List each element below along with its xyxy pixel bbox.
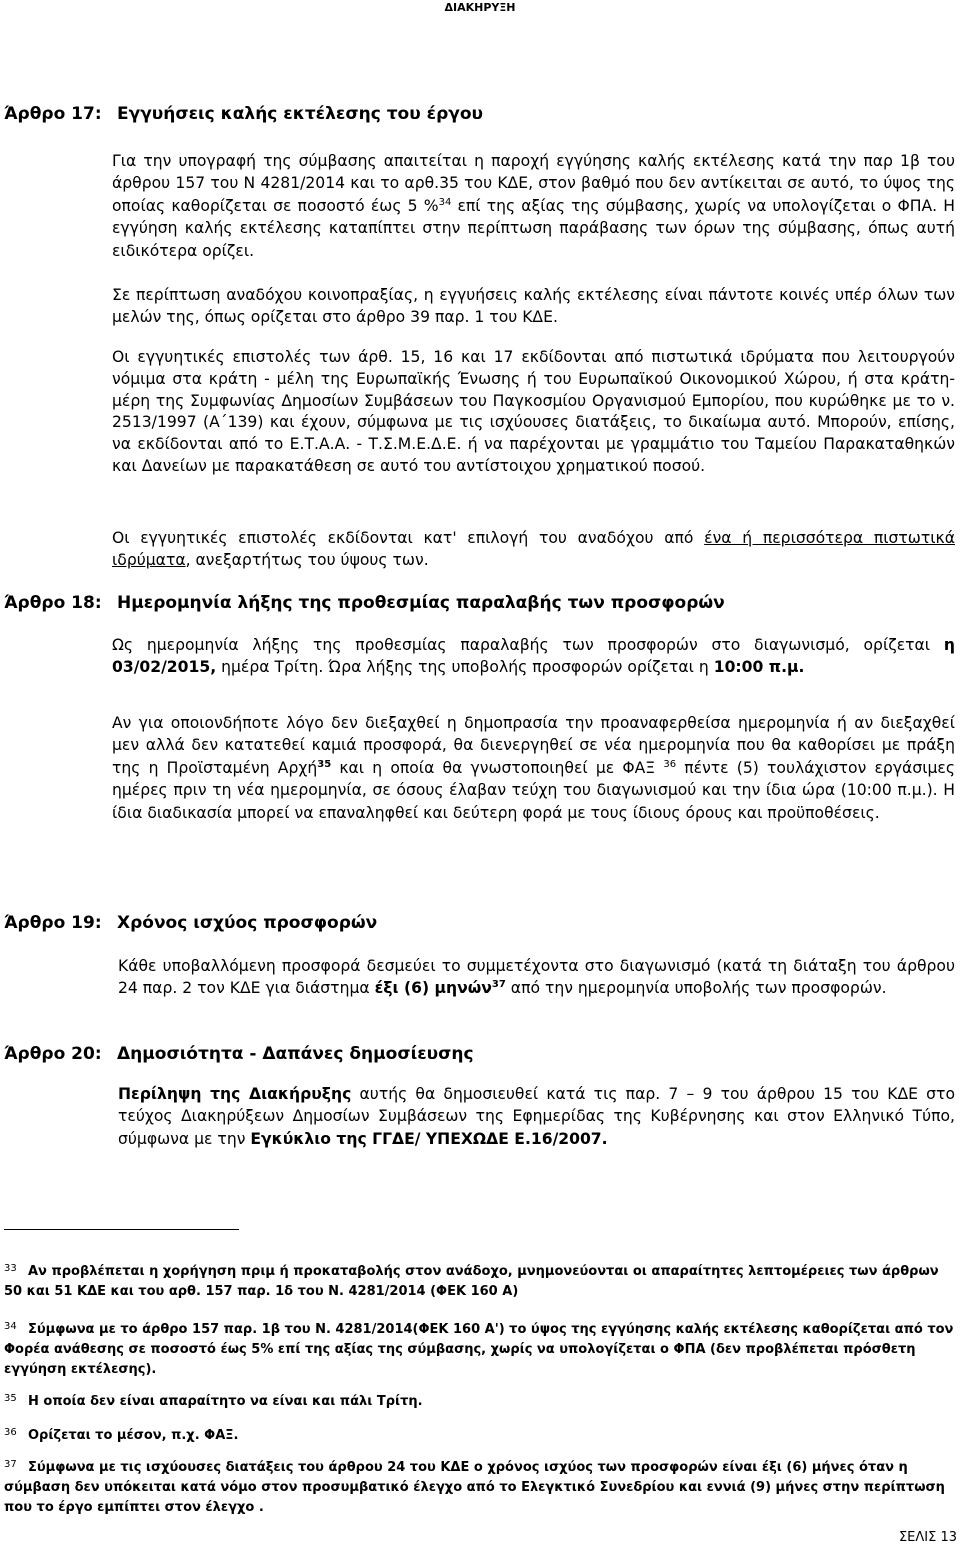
- footnote-37: [4, 1458, 956, 1517]
- bold-text: Εγκύκλιο της ΓΓΔΕ/ ΥΠΕΧΩΔΕ Ε.16/2007.: [250, 1129, 608, 1148]
- validity-period: έξι (6) μηνών: [374, 979, 492, 998]
- text: Οι εγγυητικές επιστολές εκδίδονται κατ' επιλογή του αναδόχου από: [112, 529, 705, 547]
- bold-text: Περίληψη της Διακήρυξης: [118, 1085, 352, 1103]
- footnote-text: Η οποία δεν είναι απαραίτητο να είναι και πάλι Τρίτη.: [28, 1394, 423, 1409]
- footnote-33: [4, 1262, 956, 1302]
- article-number: Άρθρο 20:: [4, 1044, 102, 1064]
- footnote-35: [4, 1392, 956, 1412]
- document-header: ΔΙΑΚΗΡΥΞΗ: [444, 1, 516, 14]
- text: Αν για οποιονδήποτε λόγο δεν διεξαχθεί η δημοπρασία την προαναφερθείσα ημερομηνία ή αν διεξαχθεί μεν αλλά δεν κατατεθεί καμιά προσφορά, θα διενεργηθεί σε νέα ημερομηνία που θα καθορίσει με πράξη της η Προϊσταμένη Αρχή: [112, 714, 955, 777]
- footnote-ref-35[interactable]: 35: [317, 758, 332, 770]
- text: Κάθε υποβαλλόμενη προσφορά δεσμεύει το συμμετέχοντα στο διαγωνισμό (κατά τη διάταξη του άρθρου 24 παρ. 2 τον ΚΔΕ για διάστημα: [118, 957, 955, 998]
- footnote-ref-37[interactable]: 37: [491, 979, 506, 991]
- text: και η οποία θα γνωστοποιηθεί με ΦΑΞ: [331, 758, 664, 777]
- article-number: Άρθρο 18:: [4, 593, 102, 613]
- article-19-paragraph-1: [118, 955, 955, 1000]
- footnote-mark: 33: [4, 1263, 17, 1274]
- underlined-text: ένα ή περισσότερα πιστωτικά ιδρύματα: [112, 529, 955, 570]
- article-20-paragraph-1: [118, 1083, 955, 1150]
- article-number: Άρθρο 19:: [4, 913, 102, 933]
- footnote-text: Αν προβλέπεται η χορήγηση πριμ ή προκαταβολής στον ανάδοχο, μνημονεύονται οι απαραίτητες λεπτομέρειες των άρθρων 50 και 51 ΚΔΕ και του αρθ. 157 παρ. 1δ του Ν. 4281/2014 (ΦΕΚ 160 Α): [4, 1264, 939, 1299]
- text: , ανεξαρτήτως του ύψους των.: [185, 551, 429, 570]
- footnote-mark: 35: [4, 1393, 17, 1404]
- article-17-paragraph-4: [112, 527, 955, 572]
- text: από την ημερομηνία υποβολής των προσφορών.: [505, 979, 887, 998]
- text: Για την υπογραφή της σύμβασης απαιτείται η παροχή εγγύησης καλής εκτέλεσης κατά την παρ 1β του άρθρου 157 του Ν 4281/2014 και το αρθ.35 του ΚΔΕ, στον βαθμό που δεν αντίκειται σε αυτό, το ύψος της οποίας καθορίζεται σε ποσοστό έως 5 %: [112, 152, 955, 215]
- footnote-ref-36[interactable]: 36: [663, 758, 677, 770]
- footnote-34: [4, 1320, 956, 1379]
- deadline-date: η 03/02/2015,: [112, 636, 955, 677]
- footnote-separator: [4, 1229, 239, 1230]
- deadline-time: 10:00 π.μ.: [713, 658, 805, 677]
- article-17-paragraph-2: Σε περίπτωση αναδόχου κοινοπραξίας, η εγγυήσεις καλής εκτέλεσης είναι πάντοτε κοινές υπέρ όλων των μελών της, όπως ορίζεται στο άρθρο 39 παρ. 1 του ΚΔΕ.: [112, 286, 955, 327]
- footnote-mark: 37: [4, 1459, 17, 1470]
- article-18-paragraph-1: [112, 634, 955, 679]
- article-20-heading: [4, 1044, 474, 1064]
- page-number: ΣΕΛΙΣ 13: [898, 1530, 957, 1545]
- article-19-heading: [4, 913, 377, 933]
- article-number: Άρθρο 17:: [4, 104, 102, 124]
- article-title: Χρόνος ισχύος προσφορών: [117, 913, 378, 933]
- footnote-mark: 36: [4, 1427, 17, 1438]
- article-17-paragraph-1: [112, 150, 955, 262]
- article-title: Δημοσιότητα - Δαπάνες δημοσίευσης: [117, 1044, 474, 1064]
- footnote-text: Ορίζεται το μέσον, π.χ. ΦΑΞ.: [28, 1428, 239, 1443]
- article-18-heading: [4, 593, 725, 613]
- article-18-paragraph-2: [112, 712, 955, 824]
- article-17-heading: [4, 104, 483, 124]
- text: Ως ημερομηνία λήξης της προθεσμίας παραλαβής των προσφορών στο διαγωνισμό, ορίζεται: [112, 636, 944, 654]
- footnote-36: [4, 1426, 956, 1446]
- footnote-mark: 34: [4, 1321, 17, 1332]
- footnote-text: Σύμφωνα με το άρθρο 157 παρ. 1β του Ν. 4281/2014(ΦΕΚ 160 Α') το ύψος της εγγύησης καλής εκτέλεσης καθορίζεται από τον Φορέα ανάθεσης σε ποσοστό έως 5% επί της αξίας της σύμβασης, χωρίς να υπολογίζεται ο ΦΠΑ (δεν προβλέπεται πρόσθετη εγγύηση εκτέλεσης).: [4, 1322, 954, 1377]
- footnote-ref-34[interactable]: 34: [438, 196, 452, 208]
- text: πέντε (5) τουλάχιστον εργάσιμες ημέρες πριν τη νέα ημερομηνία, σε όσους έλαβαν τεύχη του διαγωνισμού και την ίδια ώρα (10:00 π.μ.). Η ίδια διαδικασία μπορεί να επαναληφθεί και δεύτερη φορά με τους ίδιους όρους και προϋποθέσεις.: [112, 758, 955, 822]
- footnote-text: Σύμφωνα με τις ισχύουσες διατάξεις του άρθρου 24 του ΚΔΕ ο χρόνος ισχύος των προσφορών είναι έξι (6) μήνες όταν η σύμβαση δεν υπόκειται κατά νόμο στον προσυμβατικό έλεγχο από το Ελεγκτικό Συνεδρίου και εννιά (9) μήνες στην περίπτωση που το έργο εμπίπτει στον έλεγχο .: [4, 1460, 945, 1515]
- article-title: Ημερομηνία λήξης της προθεσμίας παραλαβής των προσφορών: [117, 593, 725, 613]
- article-17-paragraph-3: Οι εγγυητικές επιστολές των άρθ. 15, 16 και 17 εκδίδονται από πιστωτικά ιδρύματα που λειτουργούν νόμιμα στα κράτη - μέλη της Ευρωπαϊκής Ένωσης ή του Ευρωπαϊκού Οικονομικού Χώρου, ή στα κράτη- μέρη της Συμφωνίας Δημοσίων Συμβάσεων του Παγκοσμίου Οργανισμού Εμπορίου, που κυρώθηκε με το ν. 2513/1997 (Α΄139) και έχουν, σύμφωνα με τις ισχύουσες διατάξεις, το δικαίωμα αυτό. Μπορούν, επίσης, να εκδίδονται από το Ε.Τ.Α.Α. - Τ.Σ.Μ.Ε.Δ.Ε. ή να παρέχονται με γραμμάτιο του Ταμείου Παρακαταθηκών και Δανείων με παρακατάθεση σε αυτό του αντίστοιχου χρηματικού ποσού.: [112, 348, 955, 475]
- article-title: Εγγυήσεις καλής εκτέλεσης του έργου: [117, 104, 483, 124]
- text: ημέρα Τρίτη. Ώρα λήξης της υποβολής προσφορών ορίζεται η: [216, 658, 714, 677]
- text: αυτής θα δημοσιευθεί κατά τις παρ. 7 – 9 του άρθρου 15 του ΚΔΕ στο τεύχος Διακηρύξεων Δημοσίων Συμβάσεων της Εφημερίδας της Κυβέρνησης και στον Ελληνικό Τύπο, σύμφωνα με την: [118, 1085, 955, 1148]
- text: επί της αξίας της σύμβασης, χωρίς να υπολογίζεται ο ΦΠΑ. Η εγγύηση καλής εκτέλεσης καταπίπτει στην περίπτωση παράβασης των όρων της σύμβασης, όπως αυτή ειδικότερα ορίζει.: [112, 196, 955, 260]
